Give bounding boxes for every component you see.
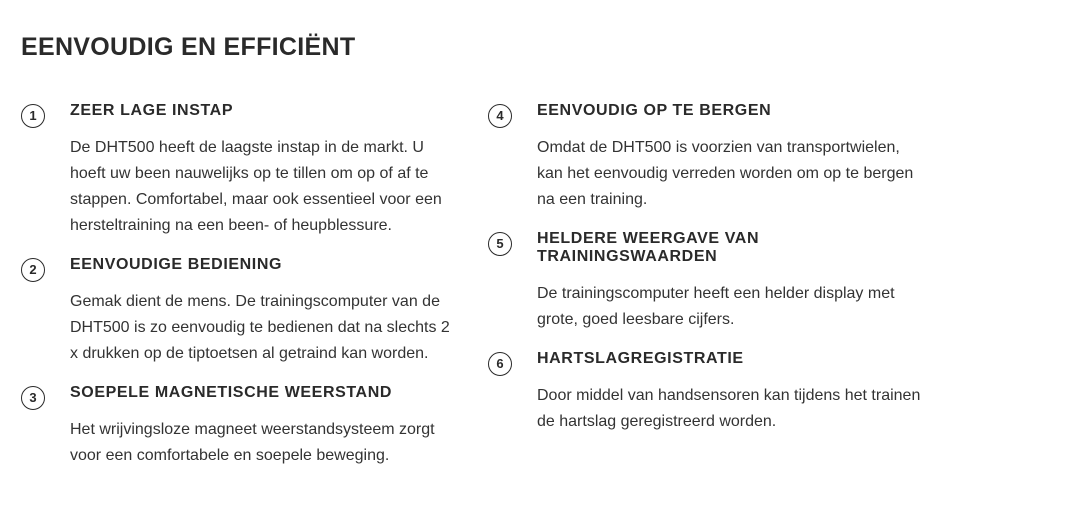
feature-title: HELDERE WEERGAVE VAN TRAININGSWAARDEN xyxy=(537,230,760,265)
page-title: EENVOUDIG EN EFFICIËNT xyxy=(21,33,356,61)
feature-title: ZEER LAGE INSTAP xyxy=(70,102,234,119)
feature-item-4 xyxy=(488,104,928,214)
feature-title: EENVOUDIGE BEDIENING xyxy=(70,256,283,273)
feature-description: Het wrijvingsloze magneet weerstandsysteem zorgt voor een comfortabele en soepele beweging. xyxy=(70,421,435,464)
feature-item-3 xyxy=(21,386,461,476)
feature-description: De DHT500 heeft de laagste instap in de markt. U hoeft uw been nauwelijks op te tillen om op of af te stappen. Comfortabel, maar ook essentieel voor een hersteltraining na een been- of heupblessure. xyxy=(70,139,442,234)
number-badge: 3 xyxy=(21,386,45,410)
feature-description: Door middel van handsensoren kan tijdens het trainen de hartslag geregistreerd worden. xyxy=(537,387,921,430)
number-badge: 2 xyxy=(21,258,45,282)
feature-item-5 xyxy=(488,232,928,342)
feature-description: Omdat de DHT500 is voorzien van transportwielen, kan het eenvoudig verreden worden om op te bergen na een training. xyxy=(537,139,914,208)
feature-title: SOEPELE MAGNETISCHE WEERSTAND xyxy=(70,384,393,401)
feature-description: Gemak dient de mens. De trainingscomputer van de DHT500 is zo eenvoudig te bedienen dat na slechts 2 x drukken op de tiptoetsen al getraind kan worden. xyxy=(70,293,450,362)
number-badge: 6 xyxy=(488,352,512,376)
number-badge: 5 xyxy=(488,232,512,256)
feature-title: HARTSLAGREGISTRATIE xyxy=(537,350,744,367)
feature-item-2 xyxy=(21,258,461,378)
number-badge: 4 xyxy=(488,104,512,128)
feature-title: EENVOUDIG OP TE BERGEN xyxy=(537,102,772,119)
feature-item-6 xyxy=(488,352,928,442)
feature-item-1 xyxy=(21,104,461,244)
number-badge: 1 xyxy=(21,104,45,128)
feature-description: De trainingscomputer heeft een helder display met grote, goed leesbare cijfers. xyxy=(537,285,895,328)
